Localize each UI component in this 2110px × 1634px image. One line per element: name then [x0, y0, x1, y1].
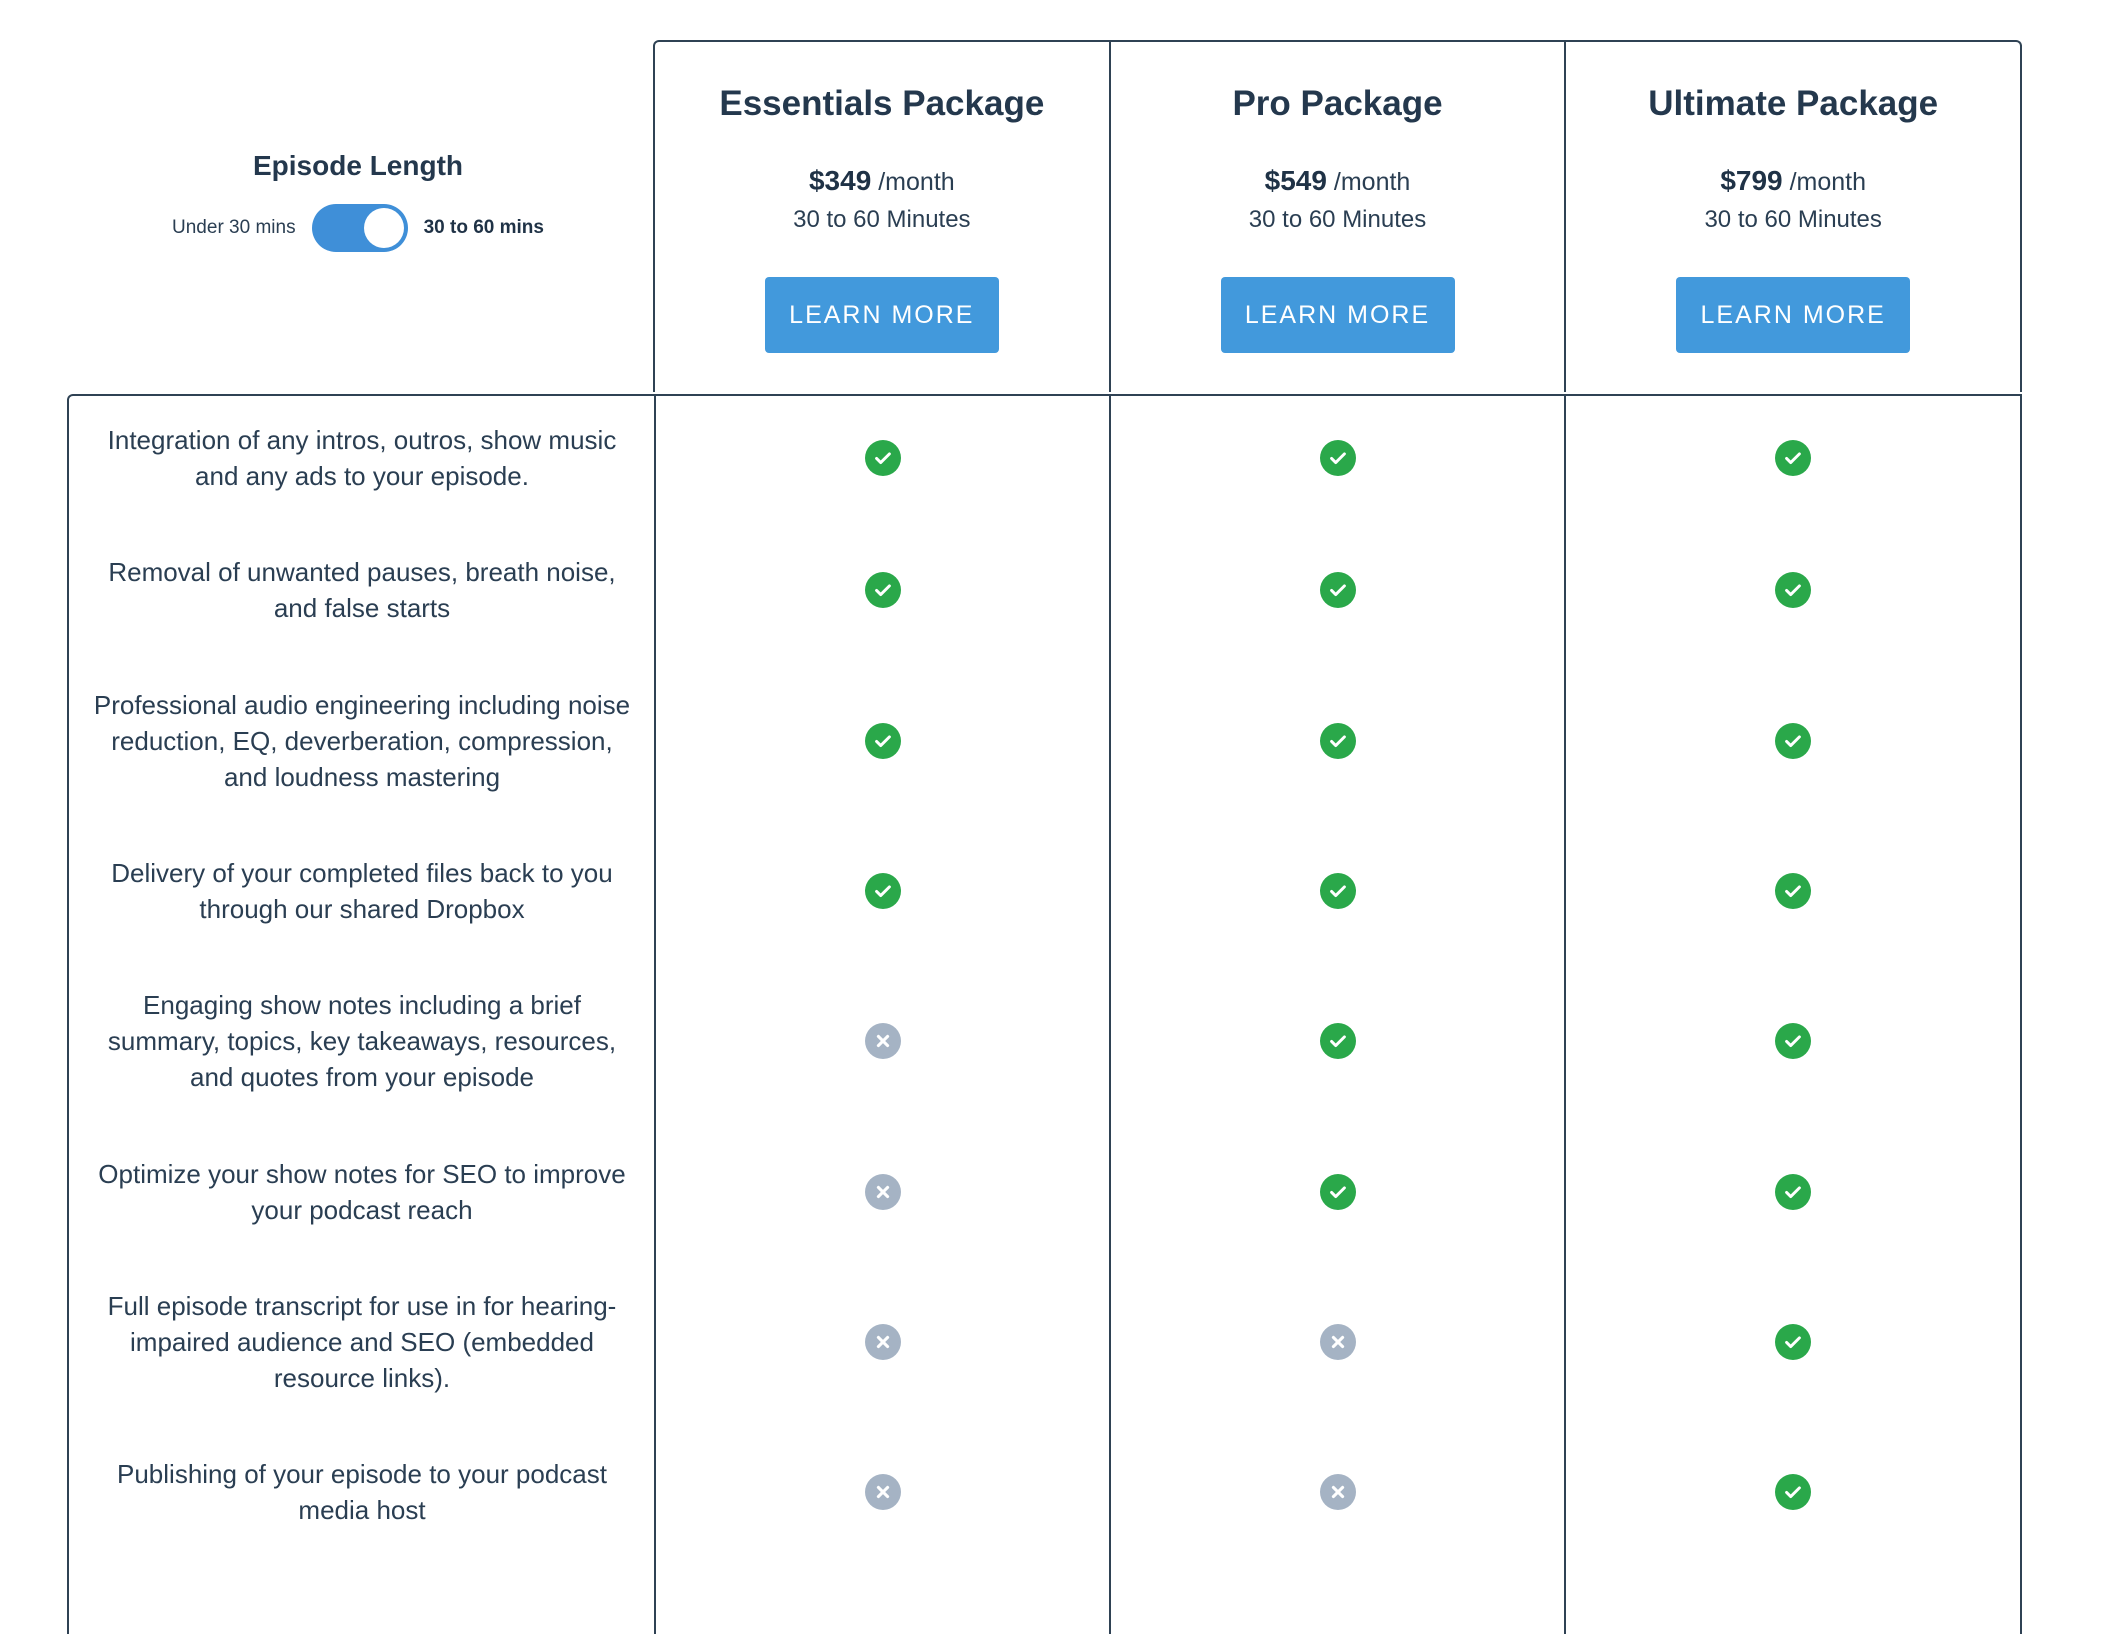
feature-cell: [1110, 1023, 1565, 1059]
x-circle-icon: [1320, 1324, 1356, 1360]
learn-more-button[interactable]: LEARN MORE: [1676, 277, 1910, 353]
check-circle-icon: [1775, 572, 1811, 608]
toggle-option-long[interactable]: 30 to 60 mins: [423, 217, 544, 238]
price-period: /month: [1333, 168, 1411, 196]
feature-cell: [1565, 1324, 2020, 1360]
feature-cell: [1565, 723, 2020, 759]
episode-length-control: [68, 150, 648, 252]
check-circle-icon: [865, 723, 901, 759]
feature-cell: [655, 440, 1110, 476]
feature-text: Engaging show notes including a brief summary, topics, key takeaways, resources, and quotes from your episode: [107, 990, 617, 1092]
feature-cell: [1110, 873, 1565, 909]
feature-cell: [655, 1023, 1110, 1059]
feature-row: [69, 831, 2020, 951]
feature-cell: [655, 572, 1110, 608]
feature-cell: [1565, 1174, 2020, 1210]
feature-cell: [655, 873, 1110, 909]
learn-more-button[interactable]: LEARN MORE: [1221, 277, 1455, 353]
x-circle-icon: [1320, 1474, 1356, 1510]
feature-cell: [1110, 1174, 1565, 1210]
check-circle-icon: [1775, 873, 1811, 909]
x-circle-icon: [865, 1474, 901, 1510]
price-period: /month: [1789, 168, 1867, 196]
feature-comparison-table: [67, 394, 2022, 1634]
feature-text: Removal of unwanted pauses, breath noise, and false starts: [108, 557, 616, 623]
package-header: [653, 40, 2022, 392]
package-duration: 30 to 60 Minutes: [793, 206, 971, 233]
feature-text: Delivery of your completed files back to you through our shared Dropbox: [111, 858, 613, 924]
feature-cell: [1565, 572, 2020, 608]
check-circle-icon: [1775, 1023, 1811, 1059]
feature-row: [69, 1132, 2020, 1252]
x-circle-icon: [865, 1023, 901, 1059]
feature-text: Integration of any intros, outros, show music and any ads to your episode.: [107, 425, 617, 491]
package-essentials: [655, 42, 1109, 392]
feature-row: [69, 1282, 2020, 1402]
feature-cell: [655, 1174, 1110, 1210]
price-amount: $799: [1720, 165, 1783, 196]
package-name: Pro Package: [1232, 84, 1443, 123]
feature-text: Optimize your show notes for SEO to improve your podcast reach: [98, 1159, 626, 1225]
check-circle-icon: [1320, 1174, 1356, 1210]
feature-cell: [1565, 1023, 2020, 1059]
feature-row: [69, 530, 2020, 650]
price-amount: $549: [1264, 165, 1327, 196]
feature-row: [69, 398, 2020, 518]
price-amount: $349: [808, 165, 872, 196]
package-ultimate: [1564, 42, 2020, 392]
feature-cell: [1565, 440, 2020, 476]
toggle-option-short[interactable]: Under 30 mins: [172, 217, 296, 238]
package-duration: 30 to 60 Minutes: [1704, 206, 1882, 233]
feature-cell: [1110, 440, 1565, 476]
feature-cell: [1565, 1474, 2020, 1510]
feature-cell: [1110, 572, 1565, 608]
episode-length-toggle[interactable]: [312, 204, 408, 252]
feature-text: Full episode transcript for use in for hearing-impaired audience and SEO (embedded resource links).: [107, 1291, 617, 1393]
feature-row: [69, 981, 2020, 1101]
feature-cell: [655, 723, 1110, 759]
feature-cell: [1110, 1474, 1565, 1510]
check-circle-icon: [865, 440, 901, 476]
check-circle-icon: [1320, 723, 1356, 759]
feature-cell: [655, 1474, 1110, 1510]
check-circle-icon: [1320, 873, 1356, 909]
feature-cell: [1110, 723, 1565, 759]
check-circle-icon: [1775, 1174, 1811, 1210]
x-circle-icon: [865, 1174, 901, 1210]
package-price: [1566, 162, 2020, 201]
check-circle-icon: [1775, 723, 1811, 759]
x-circle-icon: [865, 1324, 901, 1360]
check-circle-icon: [1775, 1324, 1811, 1360]
feature-text: Professional audio engineering including noise reduction, EQ, deverberation, compression, and loudness mastering: [93, 690, 631, 792]
check-circle-icon: [865, 572, 901, 608]
check-circle-icon: [1320, 440, 1356, 476]
package-name: Essentials Package: [719, 84, 1045, 123]
check-circle-icon: [1775, 1474, 1811, 1510]
check-circle-icon: [1775, 440, 1811, 476]
check-circle-icon: [1320, 572, 1356, 608]
package-name: Ultimate Package: [1648, 84, 1939, 123]
feature-cell: [1565, 873, 2020, 909]
toggle-knob[interactable]: [364, 208, 404, 248]
price-period: /month: [878, 168, 955, 196]
check-circle-icon: [865, 873, 901, 909]
feature-cell: [655, 1324, 1110, 1360]
package-price: [1111, 162, 1565, 201]
episode-length-toggle-row: [68, 204, 648, 252]
learn-more-button[interactable]: LEARN MORE: [765, 277, 999, 353]
package-duration: 30 to 60 Minutes: [1248, 206, 1427, 233]
episode-length-title: Episode Length: [253, 150, 463, 181]
package-price: [655, 162, 1109, 201]
feature-cell: [1110, 1324, 1565, 1360]
feature-row: [69, 1432, 2020, 1552]
package-pro: [1109, 42, 1565, 392]
feature-row: [69, 681, 2020, 801]
check-circle-icon: [1320, 1023, 1356, 1059]
feature-text: Publishing of your episode to your podcast media host: [117, 1459, 607, 1525]
